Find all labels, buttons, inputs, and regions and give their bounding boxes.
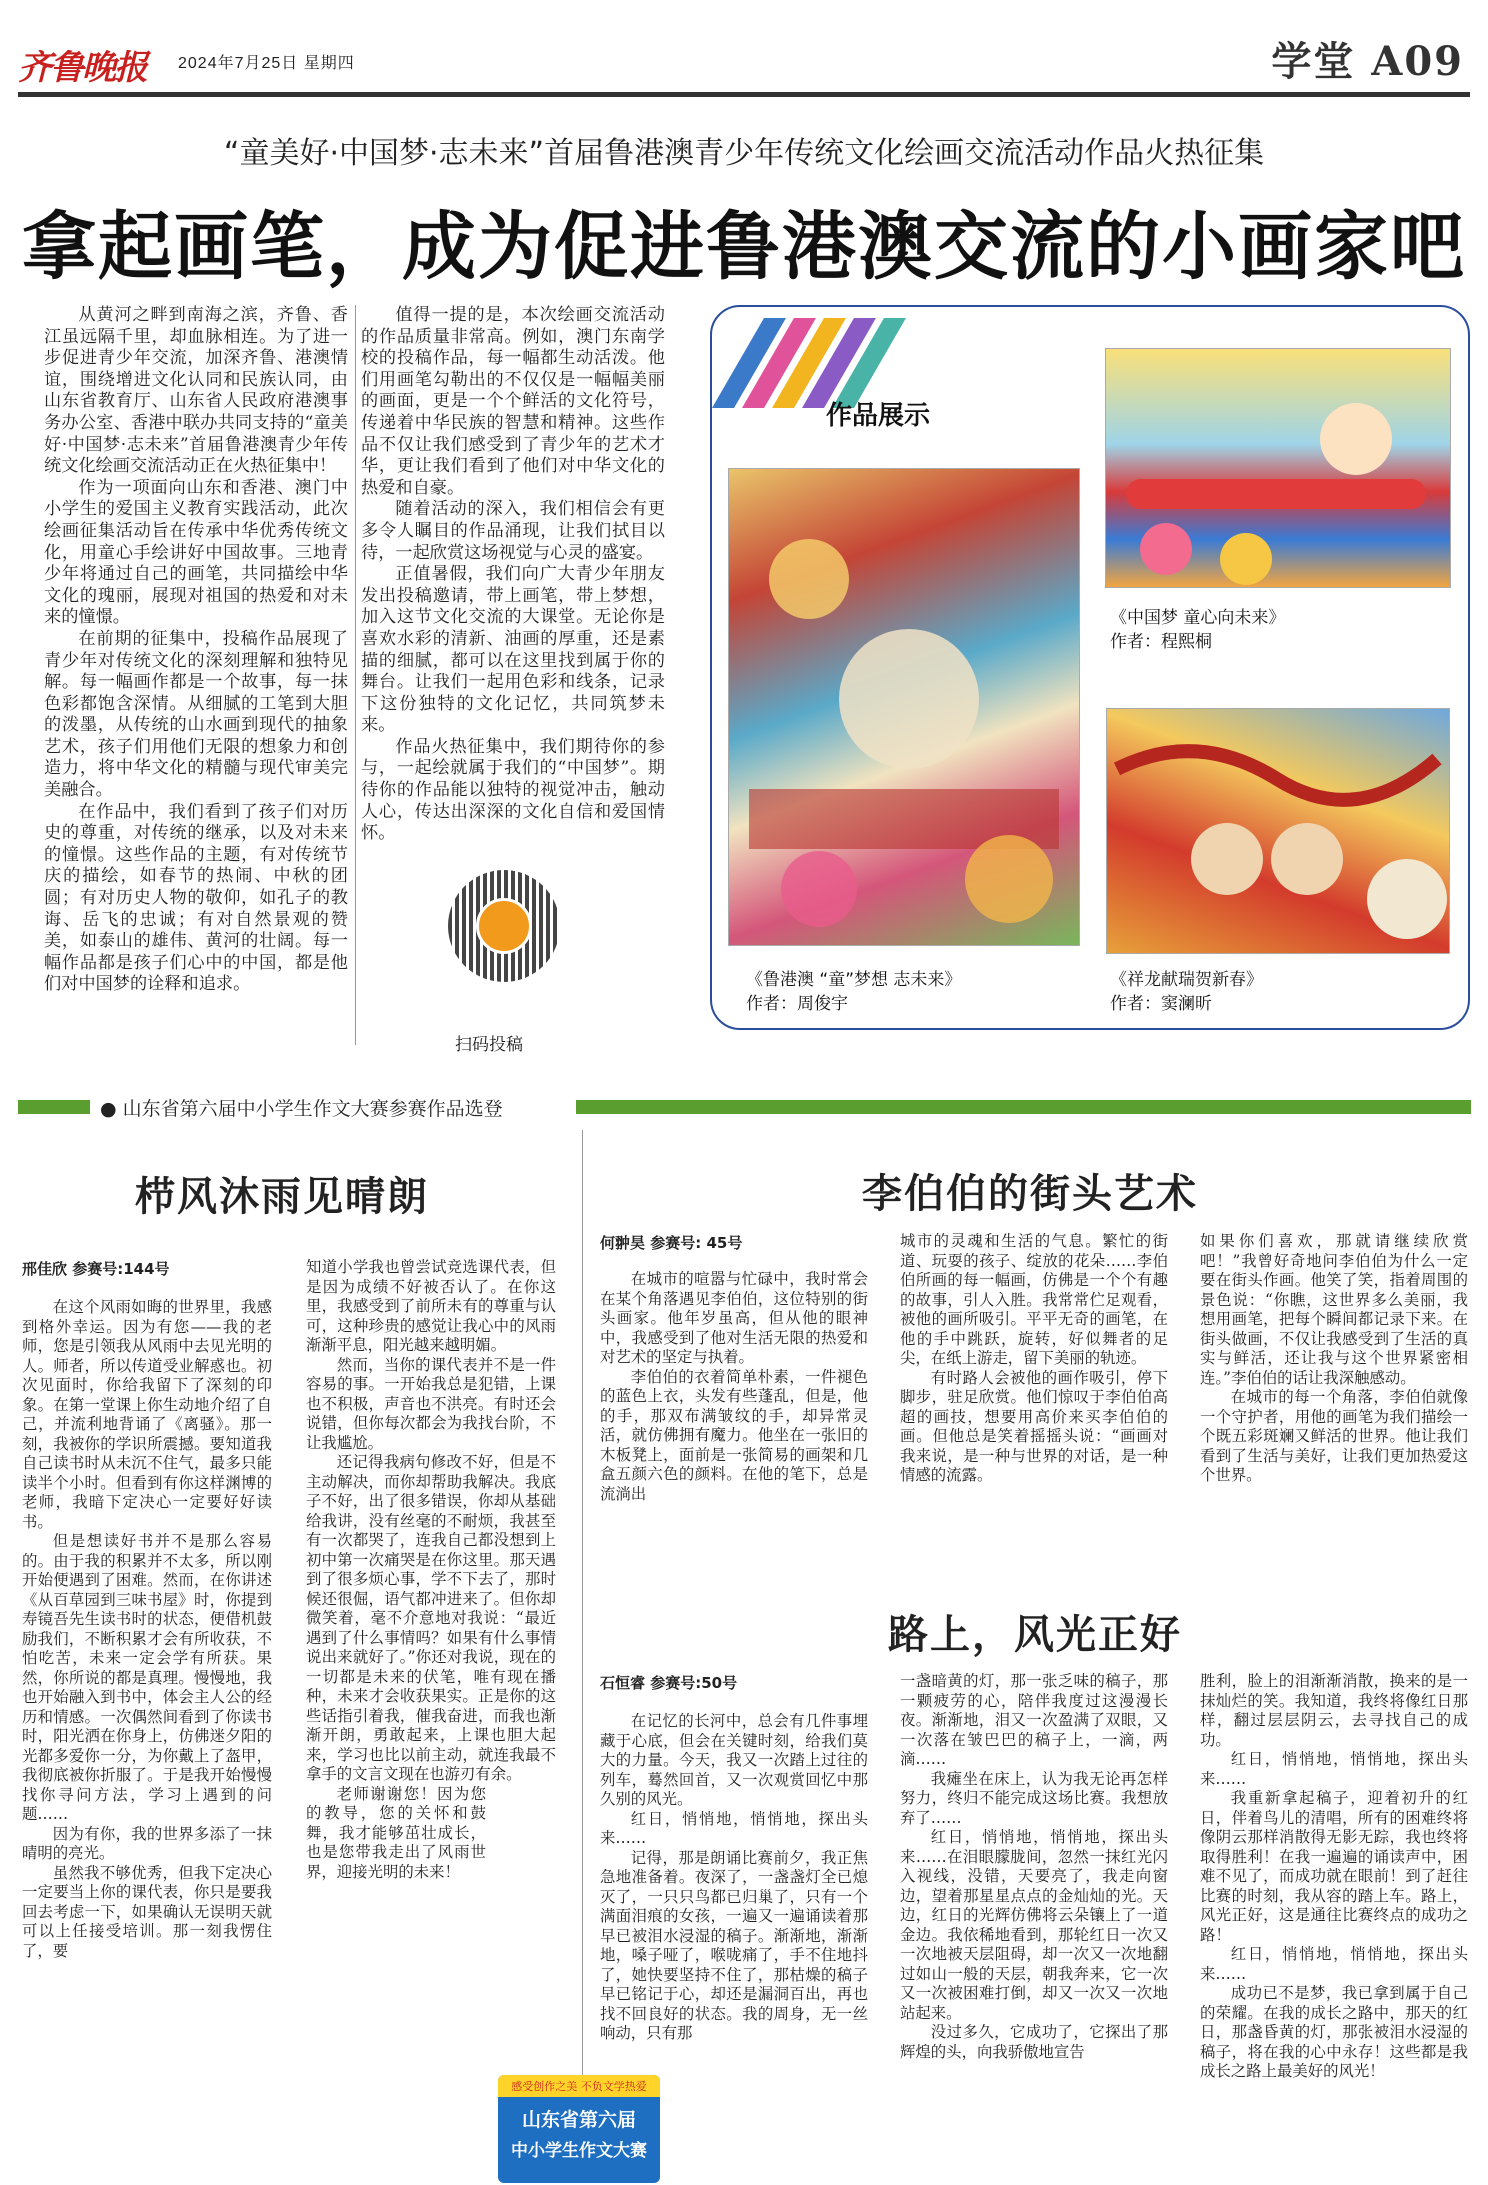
article-column-2 xyxy=(361,305,665,845)
essay-byline: 何翀昊 参赛号: 45号 xyxy=(600,1234,743,1252)
artwork-author: 作者：窦澜昕 xyxy=(1110,994,1212,1014)
artwork-author: 作者：周俊宇 xyxy=(746,994,848,1014)
essay-column xyxy=(600,1270,868,1504)
essay-byline: 石恒睿 参赛号:50号 xyxy=(600,1674,738,1692)
contest-banner[interactable] xyxy=(498,2075,660,2183)
artwork-caption-3 xyxy=(1110,968,1263,1016)
paragraph: 老师谢谢您！因为您的教导，您的关怀和鼓舞，我才能够茁壮成长，也是您带我走出了风雨世界，迎接光明的未来！ xyxy=(306,1784,486,1881)
artwork-caption-1 xyxy=(746,968,961,1016)
main-headline: 拿起画笔，成为促进鲁港澳交流的小画家吧 xyxy=(22,204,1466,290)
paragraph: 红日，悄悄地，悄悄地，探出头来…… xyxy=(600,1809,868,1847)
paragraph: 从黄河之畔到南海之滨，齐鲁、香江虽远隔千里，却血脉相连。为了进一步促进青少年交流，加深齐鲁、港澳情谊，围绕增进文化认同和民族认同，由山东省教育厅、山东省人民政府港澳事务办公室、香港中联办共同支持的“童美好·中国梦·志未来”首届鲁港澳青少年传统文化绘画交流活动正在火热征集中！ xyxy=(44,305,348,477)
paragraph: 成功已不是梦，我已拿到属于自己的荣耀。在我的成长之路中，那天的红日，那盏昏黄的灯，那张被泪水浸湿的稿子，将在我的心中永存！这些都是我成长之路上最美好的风光！ xyxy=(1200,1984,1468,2080)
essay-column xyxy=(600,1712,868,2044)
essay-title: 路上，风光正好 xyxy=(888,1612,1182,1658)
artwork-title: 《鲁港澳 “童”梦想 志未来》 xyxy=(746,970,962,990)
artwork-image-1[interactable] xyxy=(728,468,1080,946)
kicker-headline: “童美好·中国梦·志未来”首届鲁港澳青少年传统文化绘画交流活动作品火热征集 xyxy=(223,136,1265,171)
artwork-image-3[interactable] xyxy=(1106,708,1450,954)
paragraph: 作品火热征集中，我们期待你的参与，一起绘就属于我们的“中国梦”。期待你的作品能以独特的视觉冲击，触动人心，传达出深深的文化自信和爱国情怀。 xyxy=(361,736,665,844)
section-title: ● 山东省第六届中小学生作文大赛参赛作品选登 xyxy=(100,1098,503,1120)
paragraph: 正值暑假，我们向广大青少年朋友发出投稿邀请，带上画笔，带上梦想，加入这节文化交流的大课堂。无论你是喜欢水彩的清新、油画的厚重，还是素描的细腻，都可以在这里找到属于你的舞台。让我们一起用色彩和线条，记录下这份独特的文化记忆，共同筑梦未来。 xyxy=(361,564,665,736)
paragraph: 红日，悄悄地，悄悄地，探出头来…… xyxy=(1200,1945,1468,1983)
paragraph: 虽然我不够优秀，但我下定决心一定要当上你的课代表，你只是要我回去考虑一下，如果确认无误明天就可以上任接受培训。那一刻我愣住了，要 xyxy=(22,1863,272,1960)
section-bar-left xyxy=(18,1100,90,1114)
paragraph: 胜利，脸上的泪渐渐消散，换来的是一抹灿烂的笑。我知道，我终将像红日那样，翻过层层阴云，去寻找自己的成功。 xyxy=(1200,1672,1468,1749)
essay-byline: 邢佳欣 参赛号:144号 xyxy=(22,1260,170,1278)
banner-line-1: 山东省第六届 xyxy=(521,2109,636,2131)
paragraph: 但是想读好书并不是那么容易的。由于我的积累并不太多，所以刚开始便遇到了困难。然而，在你讲述《从百草园到三味书屋》时，你提到寿镜吾先生读书时的状态，便借机鼓励我们，不断积累才会有所收获，不怕吃苦，未来一定会学有所获。果然，你所说的都是真理。慢慢地，我也开始融入到书中，体会主人公的经历和情感。一次偶然间看到了你读书时，阳光洒在你身上，仿佛迷夕阳的光都多爱你一分，为你戴上了盔甲，我彻底被你折服了。于是我开始慢慢找你寻问方法，学习上遇到的问题…… xyxy=(22,1532,272,1823)
paragraph: 城市的灵魂和生活的气息。繁忙的街道、玩耍的孩子、绽放的花朵……李伯伯所画的每一幅画，仿佛是一个个有趣的故事，引人入胜。我常常伫足观看，被他的画所吸引。平平无奇的画笔，在他的手中跳跃，旋转，好似舞者的足尖，在纸上游走，留下美丽的轨迹。 xyxy=(900,1232,1168,1367)
column-divider xyxy=(355,305,356,1045)
paragraph: 还记得我病句修改不好，但是不主动解决，而你却帮助我解决。我底子不好，出了很多错误，你却从基础给我讲，没有丝毫的不耐烦，我甚至有一次都哭了，连我自己都没想到上初中第一次痛哭是在你这里。那天遇到了很多烦心事，学不下去了，那时候还很倔，语气都冲进来了。但你却微笑着，毫不介意地对我说：“最近遇到了什么事情吗？如果有什么事情说出来就好了。”你还对我说，现在的一切都是未来的伏笔，唯有现在播种，未来才会收获果实。正是你的这些话指引着我，催我奋进，而我也渐渐开朗，勇敢起来，上课也胆大起来，学习也比以前主动，就连我最不拿手的文言文现在也游刃有余。 xyxy=(306,1453,556,1783)
essay-column xyxy=(1200,1232,1468,1486)
essay-column xyxy=(1200,1672,1468,2082)
header-rule xyxy=(18,92,1470,97)
paragraph: 红日，悄悄地，悄悄地，探出头来……在泪眼朦胧间，忽然一抹红光闪入视线，没错，天要亮了，我走向窗边，望着那星星点点的金灿灿的光。天边，红日的光辉仿佛将云朵镶上了一道金边。我依稀地看到，那轮红日一次又一次地被天层阻碍，却一次又一次地翻过如山一般的天层，朝我奔来，它一次又一次被困难打倒，却又一次又一次地站起来。 xyxy=(900,1828,1168,2022)
paragraph: 在城市的每一个角落，李伯伯就像一个守护者，用他的画笔为我们描绘一个既五彩斑斓又鲜活的世界。他让我们看到了生活与美好，让我们更加热爱这个世界。 xyxy=(1200,1388,1468,1484)
paragraph: 在这个风雨如晦的世界里，我感到格外幸运。因为有您——我的老师，您是引领我从风雨中去见光明的人。师者，所以传道受业解惑也。初次见面时，你给我留下了深刻的印象。在第一堂课上你生动地介绍了自己，并流利地背诵了《离骚》。那一刻，我被你的学识所震撼。要知道我自己读书时从未沉不住气，最多只能读半个小时。但看到有你这样渊博的老师，我暗下定决心一定要好好读书。 xyxy=(22,1298,272,1531)
paragraph: 在前期的征集中，投稿作品展现了青少年对传统文化的深刻理解和独特见解。每一幅画作都是一个故事，每一抹色彩都饱含深情。从细腻的工笔到大胆的泼墨，从传统的山水画到现代的抽象艺术，孩子们用他们无限的想象力和创造力，将中华文化的精髓与现代审美完美融合。 xyxy=(44,628,348,801)
issue-date: 2024年7月25日 星期四 xyxy=(178,55,355,72)
qr-caption: 扫码投稿 xyxy=(455,1035,523,1055)
paragraph: 如果你们喜欢，那就请继续欣赏吧！”我曾好奇地问李伯伯为什么一定要在街头作画。他笑了笑，指着周围的景色说：“你瞧，这世界多么美丽，我想用画笔，把每个瞬间都记录下来。在街头做画，不仅让我感受到了生活的真实与鲜活，还让我与这个世界紧密相连。”李伯伯的话让我深触感动。 xyxy=(1200,1232,1468,1387)
artwork-author: 作者：程熙桐 xyxy=(1110,632,1212,652)
newspaper-logo: 齐鲁晚报 xyxy=(18,48,146,88)
paragraph: 随着活动的深入，我们相信会有更多令人瞩目的作品涌现，让我们拭目以待，一起欣赏这场视觉与心灵的盛宴。 xyxy=(361,499,665,563)
paragraph: 因为有你，我的世界多添了一抹晴明的亮光。 xyxy=(22,1824,272,1862)
paragraph: 知道小学我也曾尝试竞选课代表，但是因为成绩不好被否认了。在你这里，我感受到了前所未有的尊重与认可，这种珍贵的感觉让我心中的风雨渐渐平息，阳光越来越明媚。 xyxy=(306,1258,556,1354)
essay-column xyxy=(306,1258,556,1882)
banner-top: 感受创作之美 不负文学热爱 xyxy=(498,2075,660,2097)
paragraph: 在城市的喧嚣与忙碌中，我时常会在某个角落遇见李伯伯，这位特别的街头画家。他年岁虽高，但从他的眼神中，我感受到了他对生活无限的热爱和对艺术的坚定与执着。 xyxy=(600,1270,868,1366)
essay-column xyxy=(22,1298,272,1961)
paragraph: 然而，当你的课代表并不是一件容易的事。一开始我总是犯错，上课也不积极，声音也不洪亮。有时还会说错，但你每次都会为我找台阶，不让我尴尬。 xyxy=(306,1355,556,1452)
paragraph: 一盏暗黄的灯，那一张乏味的稿子，那一颗疲劳的心，陪伴我度过这漫漫长夜。渐渐地，泪又一次盈满了双眼，又一次落在皱巴巴的稿子上，一滴，两滴…… xyxy=(900,1672,1168,1768)
artwork-title: 《中国梦 童心向未来》 xyxy=(1110,608,1286,628)
paragraph: 没过多久，它成功了，它探出了那辉煌的头，向我骄傲地宣告 xyxy=(900,2023,1168,2061)
paragraph: 李伯伯的衣着简单朴素，一件褪色的蓝色上衣，头发有些蓬乱，但是，他的手，那双布满皱纹的手，却异常灵活，就仿佛拥有魔力。他坐在一张旧的木板凳上，面前是一张简易的画架和几盒五颜六色的颜料。在他的笔下，总是流淌出 xyxy=(600,1367,868,1503)
artwork-image-2[interactable] xyxy=(1105,348,1451,588)
essay-title: 栉风沐雨见晴朗 xyxy=(135,1174,429,1220)
paragraph: 红日，悄悄地，悄悄地，探出头来…… xyxy=(1200,1750,1468,1788)
qr-logo-icon xyxy=(476,898,532,954)
artwork-caption-2 xyxy=(1110,606,1285,654)
paragraph: 有时路人会被他的画作吸引，停下脚步，驻足欣赏。他们惊叹于李伯伯高超的画技，想要用高价来买李伯伯的画。但他总是笑着摇摇头说：“画画对我来说，是一种与世界的对话，是一种情感的流露。 xyxy=(900,1368,1168,1484)
paragraph: 值得一提的是，本次绘画交流活动的作品质量非常高。例如，澳门东南学校的投稿作品，每一幅都生动活泼。他们用画笔勾勒出的不仅仅是一幅幅美丽的画面，更是一个个鲜活的文化符号，传递着中华民族的智慧和精神。这些作品不仅让我们感受到了青少年的艺术才华，更让我们看到了他们对中华文化的热爱和自豪。 xyxy=(361,305,665,498)
section-page-label: 学堂 A09 xyxy=(1271,38,1464,85)
banner-line-2: 中小学生作文大赛 xyxy=(511,2141,647,2161)
column-divider xyxy=(582,1130,583,2180)
essay-column xyxy=(900,1232,1168,1486)
paragraph: 我重新拿起稿子，迎着初升的红日，伴着鸟儿的清唱，所有的困难终将像阴云那样消散得无影无踪，我也终将取得胜利！在我一遍遍的诵读声中，困难不见了，而成功就在眼前！到了赶往比赛的时刻，我从容的踏上车。路上，风光正好，这是通往比赛终点的成功之路！ xyxy=(1200,1789,1468,1944)
artwork-title: 《祥龙献瑞贺新春》 xyxy=(1110,970,1263,990)
section-bar-right xyxy=(576,1100,1471,1114)
paragraph: 记得，那是朗诵比赛前夕，我正焦急地准备着。夜深了，一盏盏灯全已熄灭了，一只只鸟都已归巢了，只有一个满面泪痕的女孩，一遍又一遍诵读着那早已被泪水浸湿的稿子。渐渐地，渐渐地，嗓子哑了，喉咙痛了，手不住地抖了，她快要坚持不住了，那枯燥的稿子早已铭记于心，却还是漏洞百出，再也找不回良好的状态。我的周身，无一丝响动，只有那 xyxy=(600,1848,868,2042)
paragraph: 在记忆的长河中，总会有几件事埋藏于心底，但会在关键时刻，给我们莫大的力量。今天，我又一次踏上过往的列车，蓦然回首，又一次观赏回忆中那久别的风光。 xyxy=(600,1712,868,1808)
essay-title: 李伯伯的街头艺术 xyxy=(862,1171,1198,1217)
paragraph: 作为一项面向山东和香港、澳门中小学生的爱国主义教育实践活动，此次绘画征集活动旨在传承中华优秀传统文化，用童心手绘讲好中国故事。三地青少年将通过自己的画笔，共同描绘中华文化的瑰丽，展现对祖国的热爱和对未来的憧憬。 xyxy=(44,477,348,628)
article-column-1 xyxy=(44,305,348,996)
essay-column xyxy=(900,1672,1168,2062)
paragraph: 在作品中，我们看到了孩子们对历史的尊重，对传统的继承，以及对未来的憧憬。这些作品的主题，有对传统节庆的描绘，如春节的热闹、中秋的团圆；有对历史人物的敬仰，如孔子的教诲、岳飞的忠诚；有对自然景观的赞美，如泰山的雄伟、黄河的壮阔。每一幅作品都是孩子们心中的中国，都是他们对中国梦的诠释和追求。 xyxy=(44,801,348,995)
paragraph: 我瘫坐在床上，认为我无论再怎样努力，终归不能完成这场比赛。我想放弃了…… xyxy=(900,1769,1168,1827)
gallery-title: 作品展示 xyxy=(826,401,931,431)
